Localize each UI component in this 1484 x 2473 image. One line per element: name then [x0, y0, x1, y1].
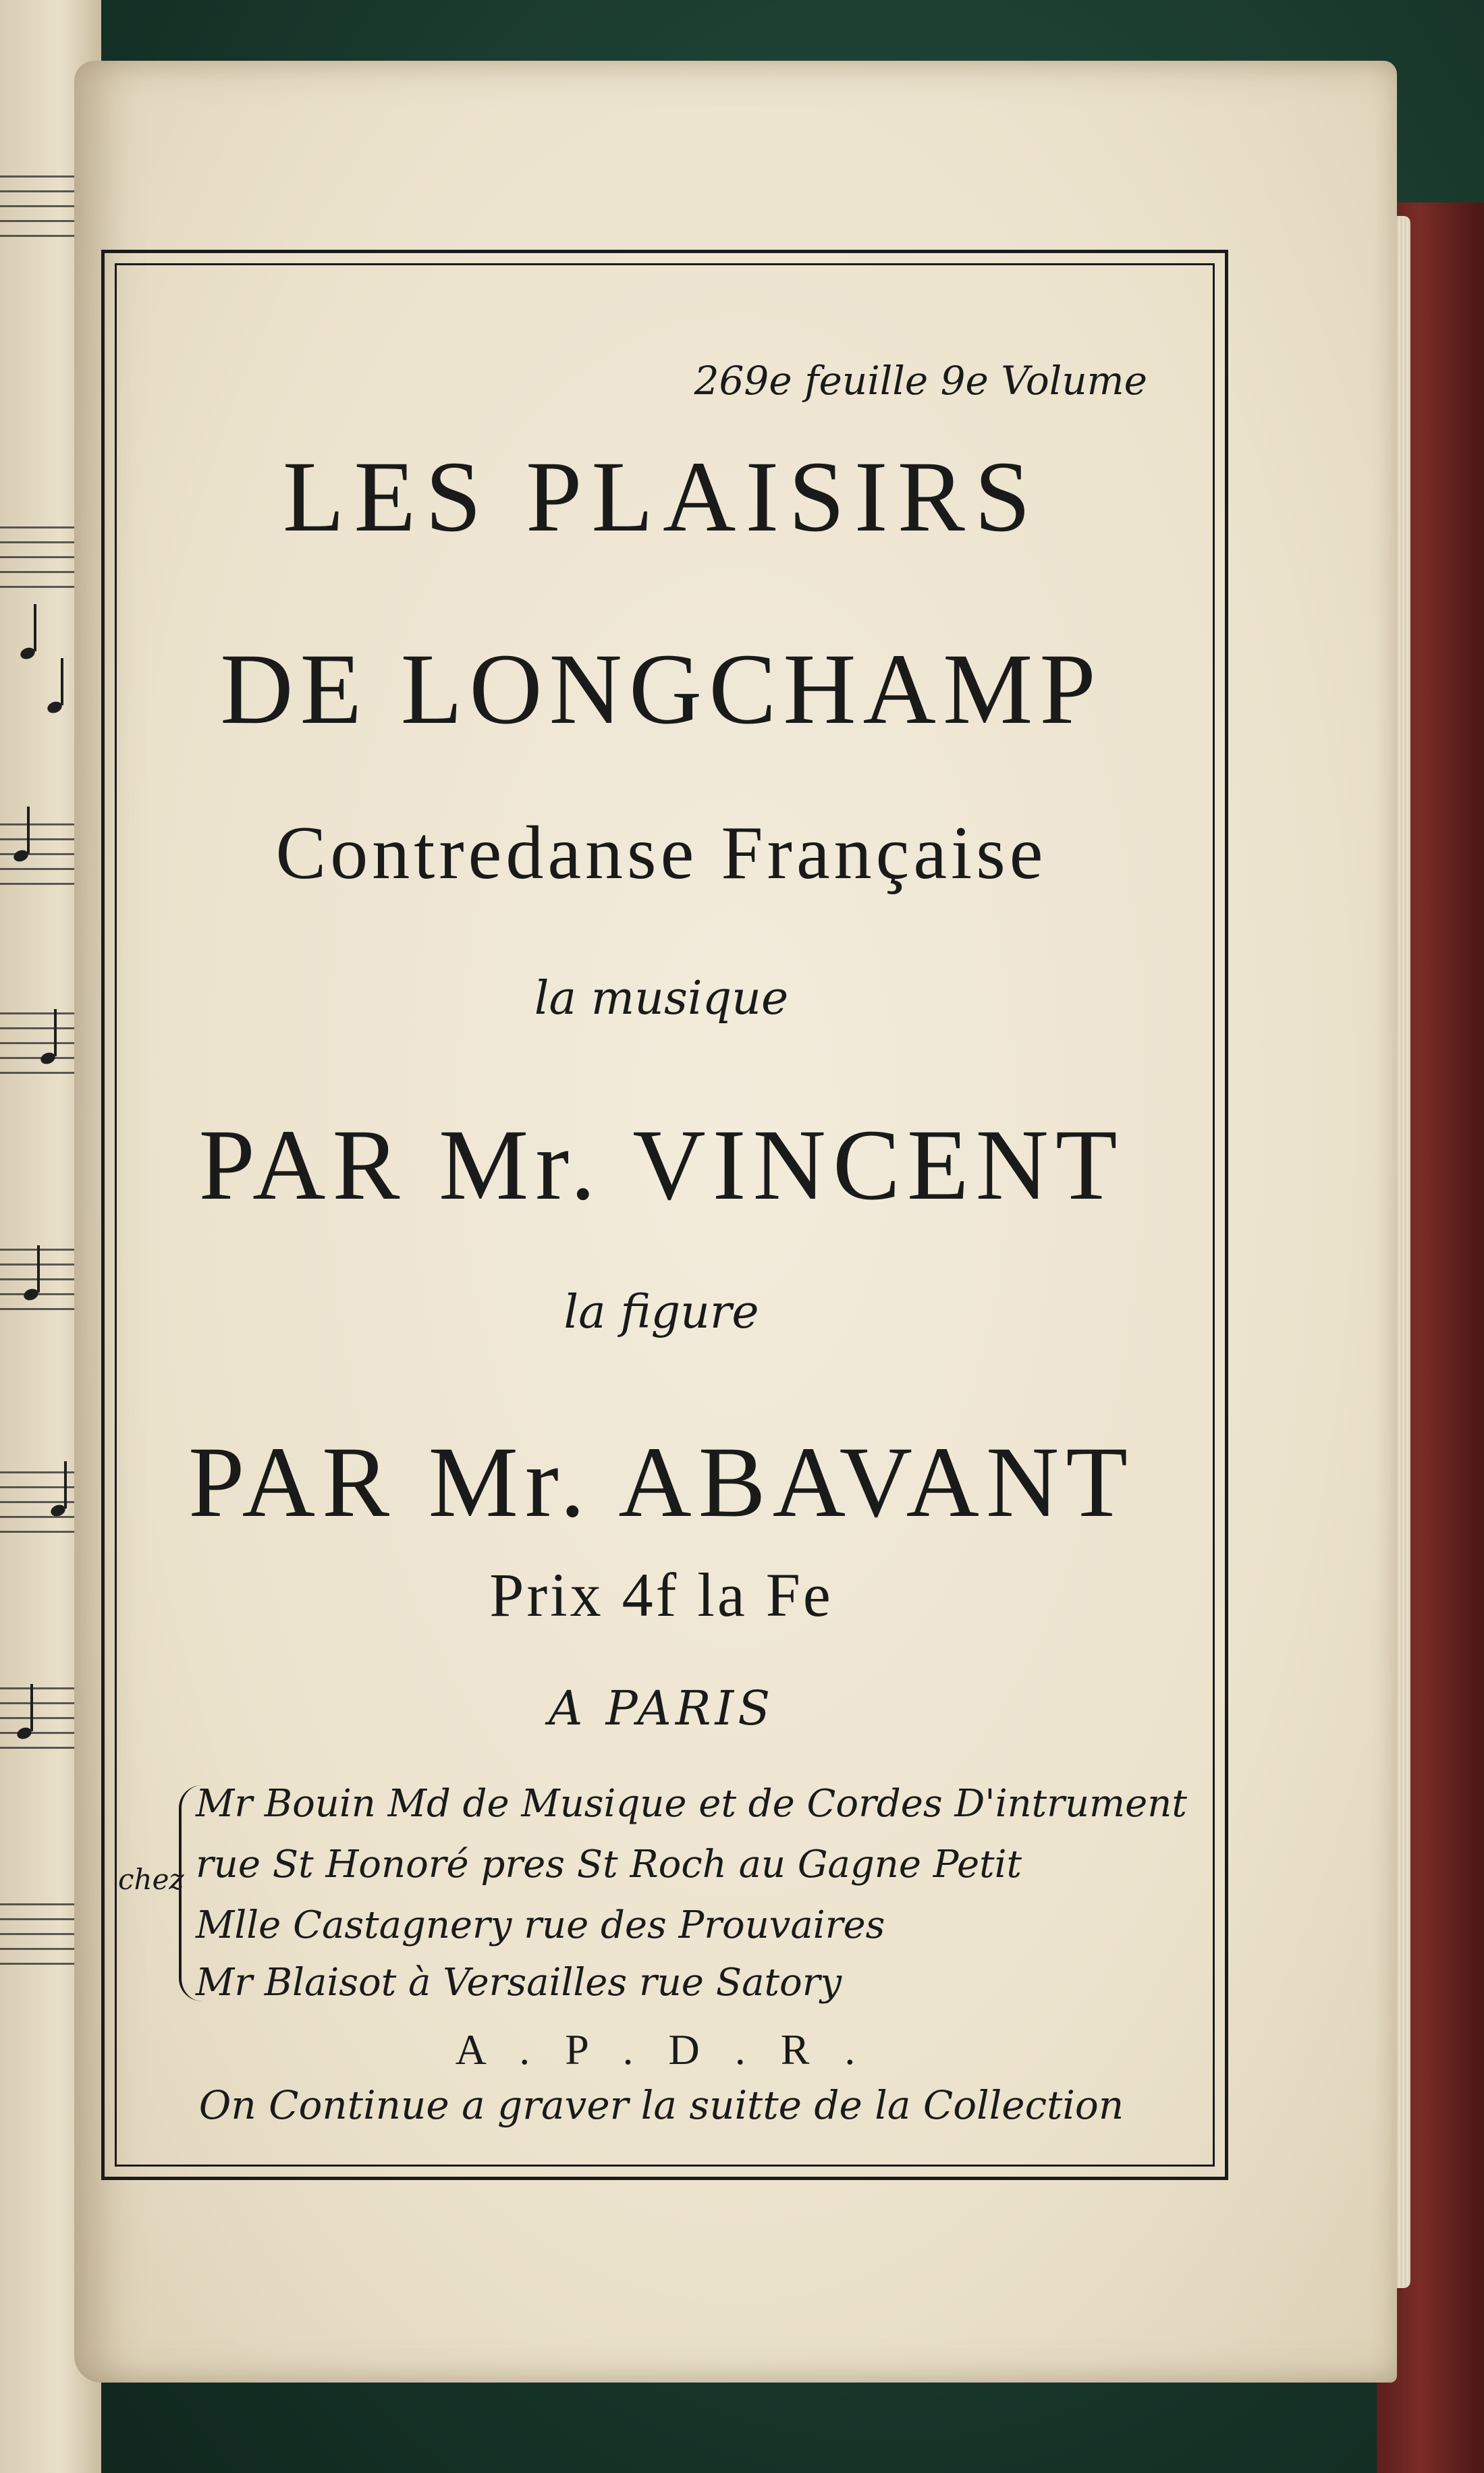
music-note-stem — [34, 604, 36, 651]
music-note-stem — [64, 1461, 67, 1509]
choreographer-name: PAR Mr. ABAVANT — [188, 1426, 1134, 1538]
price: Prix 4f la Fe — [489, 1560, 833, 1629]
seller-line: Mr Bouin Md de Musique et de Cordes D'intrument — [196, 1782, 1187, 1826]
music-note-stem — [54, 1009, 57, 1056]
chez-label: chez — [118, 1863, 184, 1896]
volume-number: 269e feuille 9e Volume — [694, 358, 1147, 404]
privilege-mark: A . P . D . R . — [455, 2026, 868, 2073]
city: A PARIS — [548, 1681, 775, 1736]
title-line-2: DE LONGCHAMP — [220, 633, 1103, 745]
music-note-stem — [37, 1245, 40, 1293]
title-line-1: LES PLAISIRS — [282, 441, 1041, 553]
music-credit-label: la musique — [534, 972, 789, 1025]
seller-line: Mr Blaisot à Versailles rue Satory — [196, 1961, 842, 2005]
music-note-stem — [30, 1684, 33, 1731]
composer-name: PAR Mr. VINCENT — [198, 1109, 1124, 1221]
music-note-stem — [27, 807, 30, 854]
subtitle: Contredanse Française — [275, 811, 1047, 895]
music-note-stem — [61, 658, 63, 705]
seller-line: rue St Honoré pres St Roch au Gagne Petit — [196, 1843, 1022, 1886]
seller-line: Mlle Castagnery rue des Prouvaires — [196, 1903, 885, 1947]
footer-note: On Continue a graver la suitte de la Collection — [198, 2082, 1124, 2128]
figure-credit-label: la figure — [564, 1286, 759, 1339]
